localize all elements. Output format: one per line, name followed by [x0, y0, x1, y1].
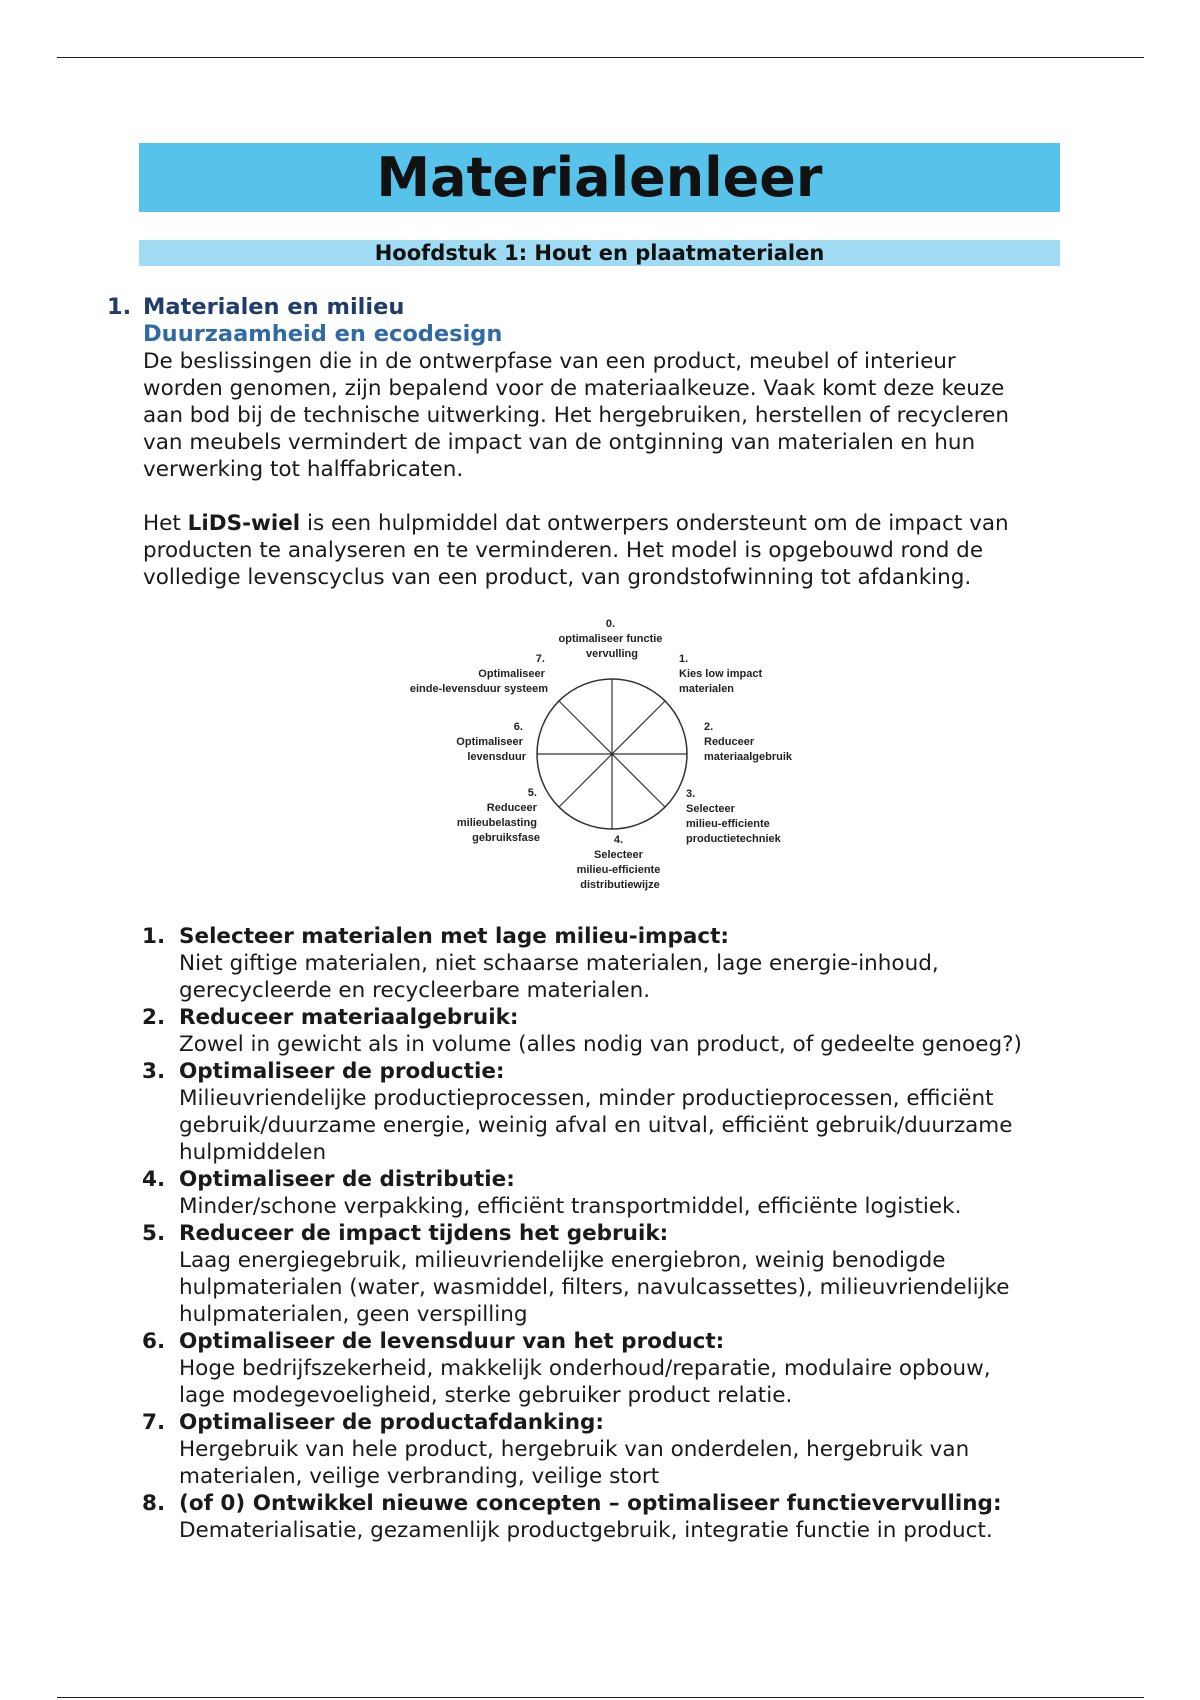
list-item-number: 6. — [142, 1329, 166, 1354]
page-title: Materialenleer — [139, 143, 1060, 212]
list-item-line: gebruik/duurzame energie, weinig afval en uitval, efficiënt gebruik/duurzame — [179, 1113, 1013, 1138]
paragraph-line: verwerking tot halffabricaten. — [143, 457, 464, 482]
list-item — [142, 1409, 1072, 1490]
list-item — [142, 923, 1072, 1004]
top-rule — [57, 57, 1144, 58]
list-item-line: Dematerialisatie, gezamenlijk productgebruik, integratie functie in product. — [179, 1518, 993, 1543]
list-item-line: Laag energiegebruik, milieuvriendelijke energiebron, weinig benodigde — [179, 1248, 946, 1273]
list-item-number: 5. — [142, 1221, 166, 1246]
list-item-line: Hoge bedrijfszekerheid, makkelijk onderhoud/reparatie, modulaire opbouw, — [179, 1356, 991, 1381]
list-item-number: 2. — [142, 1005, 166, 1030]
list-item-line: hulpmaterialen, geen verspilling — [179, 1302, 528, 1327]
section-subheading: Duurzaamheid en ecodesign — [143, 321, 503, 347]
list-item-line: hulpmaterialen (water, wasmiddel, filters, navulcassettes), milieuvriendelijke — [179, 1275, 1010, 1300]
wheel-label-1: 1. Kies low impact materialen — [679, 653, 763, 695]
list-item-title: (of 0) Ontwikkel nieuwe concepten – optimaliseer functievervulling: — [179, 1491, 1002, 1516]
section-number: 1. — [107, 294, 132, 320]
list-item-line: Minder/schone verpakking, efficiënt transportmiddel, efficiënte logistiek. — [179, 1194, 962, 1219]
wheel-label-0: 0. optimaliseer functie vervulling — [558, 618, 663, 660]
wheel-label-3: 3. Selecteer milieu-efficiente productietechniek — [686, 788, 781, 845]
list-item-title: Optimaliseer de productie: — [179, 1059, 505, 1084]
list-item-line: hulpmiddelen — [179, 1140, 327, 1165]
list-item-title: Optimaliseer de productafdanking: — [179, 1410, 604, 1435]
intro-paragraph — [143, 348, 1067, 483]
list-item-title: Reduceer materiaalgebruik: — [179, 1005, 519, 1030]
list-item-number: 3. — [142, 1059, 166, 1084]
paragraph-line: De beslissingen die in de ontwerpfase van een product, meubel of interieur — [143, 349, 956, 374]
chapter-subtitle: Hoofdstuk 1: Hout en plaatmaterialen — [139, 240, 1060, 266]
paragraph-line: van meubels vermindert de impact van de ontginning van materialen en hun — [143, 430, 976, 455]
lids-suffix: is een hulpmiddel dat ontwerpers ondersteunt om de impact van — [300, 511, 1009, 536]
list-item-line: Milieuvriendelijke productieprocessen, minder productieprocessen, efficiënt — [179, 1086, 994, 1111]
list-item-number: 1. — [142, 924, 166, 949]
lids-wheel-diagram — [390, 615, 810, 900]
list-item-line: materialen, veilige verbranding, veilige stort — [179, 1464, 660, 1489]
list-item — [142, 1004, 1072, 1058]
list-item-title: Selecteer materialen met lage milieu-impact: — [179, 924, 729, 949]
wheel-label-2: 2. Reduceer materiaalgebruik — [704, 721, 793, 763]
lids-paragraph — [143, 510, 1067, 591]
section-heading — [107, 294, 1067, 321]
list-item — [142, 1220, 1072, 1328]
paragraph-line: producten te analyseren en te verminderen. Het model is opgebouwd rond de — [143, 538, 984, 563]
lids-prefix: Het — [143, 511, 188, 536]
paragraph-line — [143, 510, 1067, 537]
bottom-rule — [57, 1697, 1144, 1698]
list-item-title: Optimaliseer de distributie: — [179, 1167, 515, 1192]
list-item-number: 7. — [142, 1410, 166, 1435]
list-item — [142, 1058, 1072, 1166]
lids-term: LiDS-wiel — [187, 511, 301, 536]
list-item-number: 8. — [142, 1491, 166, 1516]
section-materials-environment — [107, 294, 1067, 591]
list-item-number: 4. — [142, 1167, 166, 1192]
lids-wheel-svg — [390, 615, 810, 900]
list-item — [142, 1166, 1072, 1220]
paragraph-line: aan bod bij de technische uitwerking. Het hergebruiken, herstellen of recycleren — [143, 403, 1009, 428]
list-item-line: gerecycleerde en recycleerbare materialen. — [179, 978, 651, 1003]
list-item-line: Zowel in gewicht als in volume (alles nodig van product, of gedeelte genoeg?) — [179, 1032, 1022, 1057]
list-item-title: Optimaliseer de levensduur van het product: — [179, 1329, 725, 1354]
list-item — [142, 1328, 1072, 1409]
guideline-list — [142, 923, 1072, 1544]
section-heading-text: Materialen en milieu — [143, 294, 405, 320]
wheel-label-4: 4. Selecteer milieu-efficiente distributiewijze — [576, 834, 661, 891]
wheel-label-6: 6. Optimaliseer levensduur — [456, 721, 526, 763]
wheel-label-5: 5. Reduceer milieubelasting gebruiksfase — [456, 787, 540, 844]
wheel-label-7: 7. Optimaliseer einde-levensduur systeem — [409, 653, 548, 695]
paragraph-line: volledige levenscyclus van een product, van grondstofwinning tot afdanking. — [143, 565, 972, 590]
list-item-line: Niet giftige materialen, niet schaarse materialen, lage energie-inhoud, — [179, 951, 939, 976]
list-item-line: Hergebruik van hele product, hergebruik van onderdelen, hergebruik van — [179, 1437, 970, 1462]
list-item — [142, 1490, 1072, 1544]
paragraph-line: worden genomen, zijn bepalend voor de materiaalkeuze. Vaak komt deze keuze — [143, 376, 1005, 401]
list-item-line: lage modegevoeligheid, sterke gebruiker product relatie. — [179, 1383, 793, 1408]
list-item-title: Reduceer de impact tijdens het gebruik: — [179, 1221, 669, 1246]
